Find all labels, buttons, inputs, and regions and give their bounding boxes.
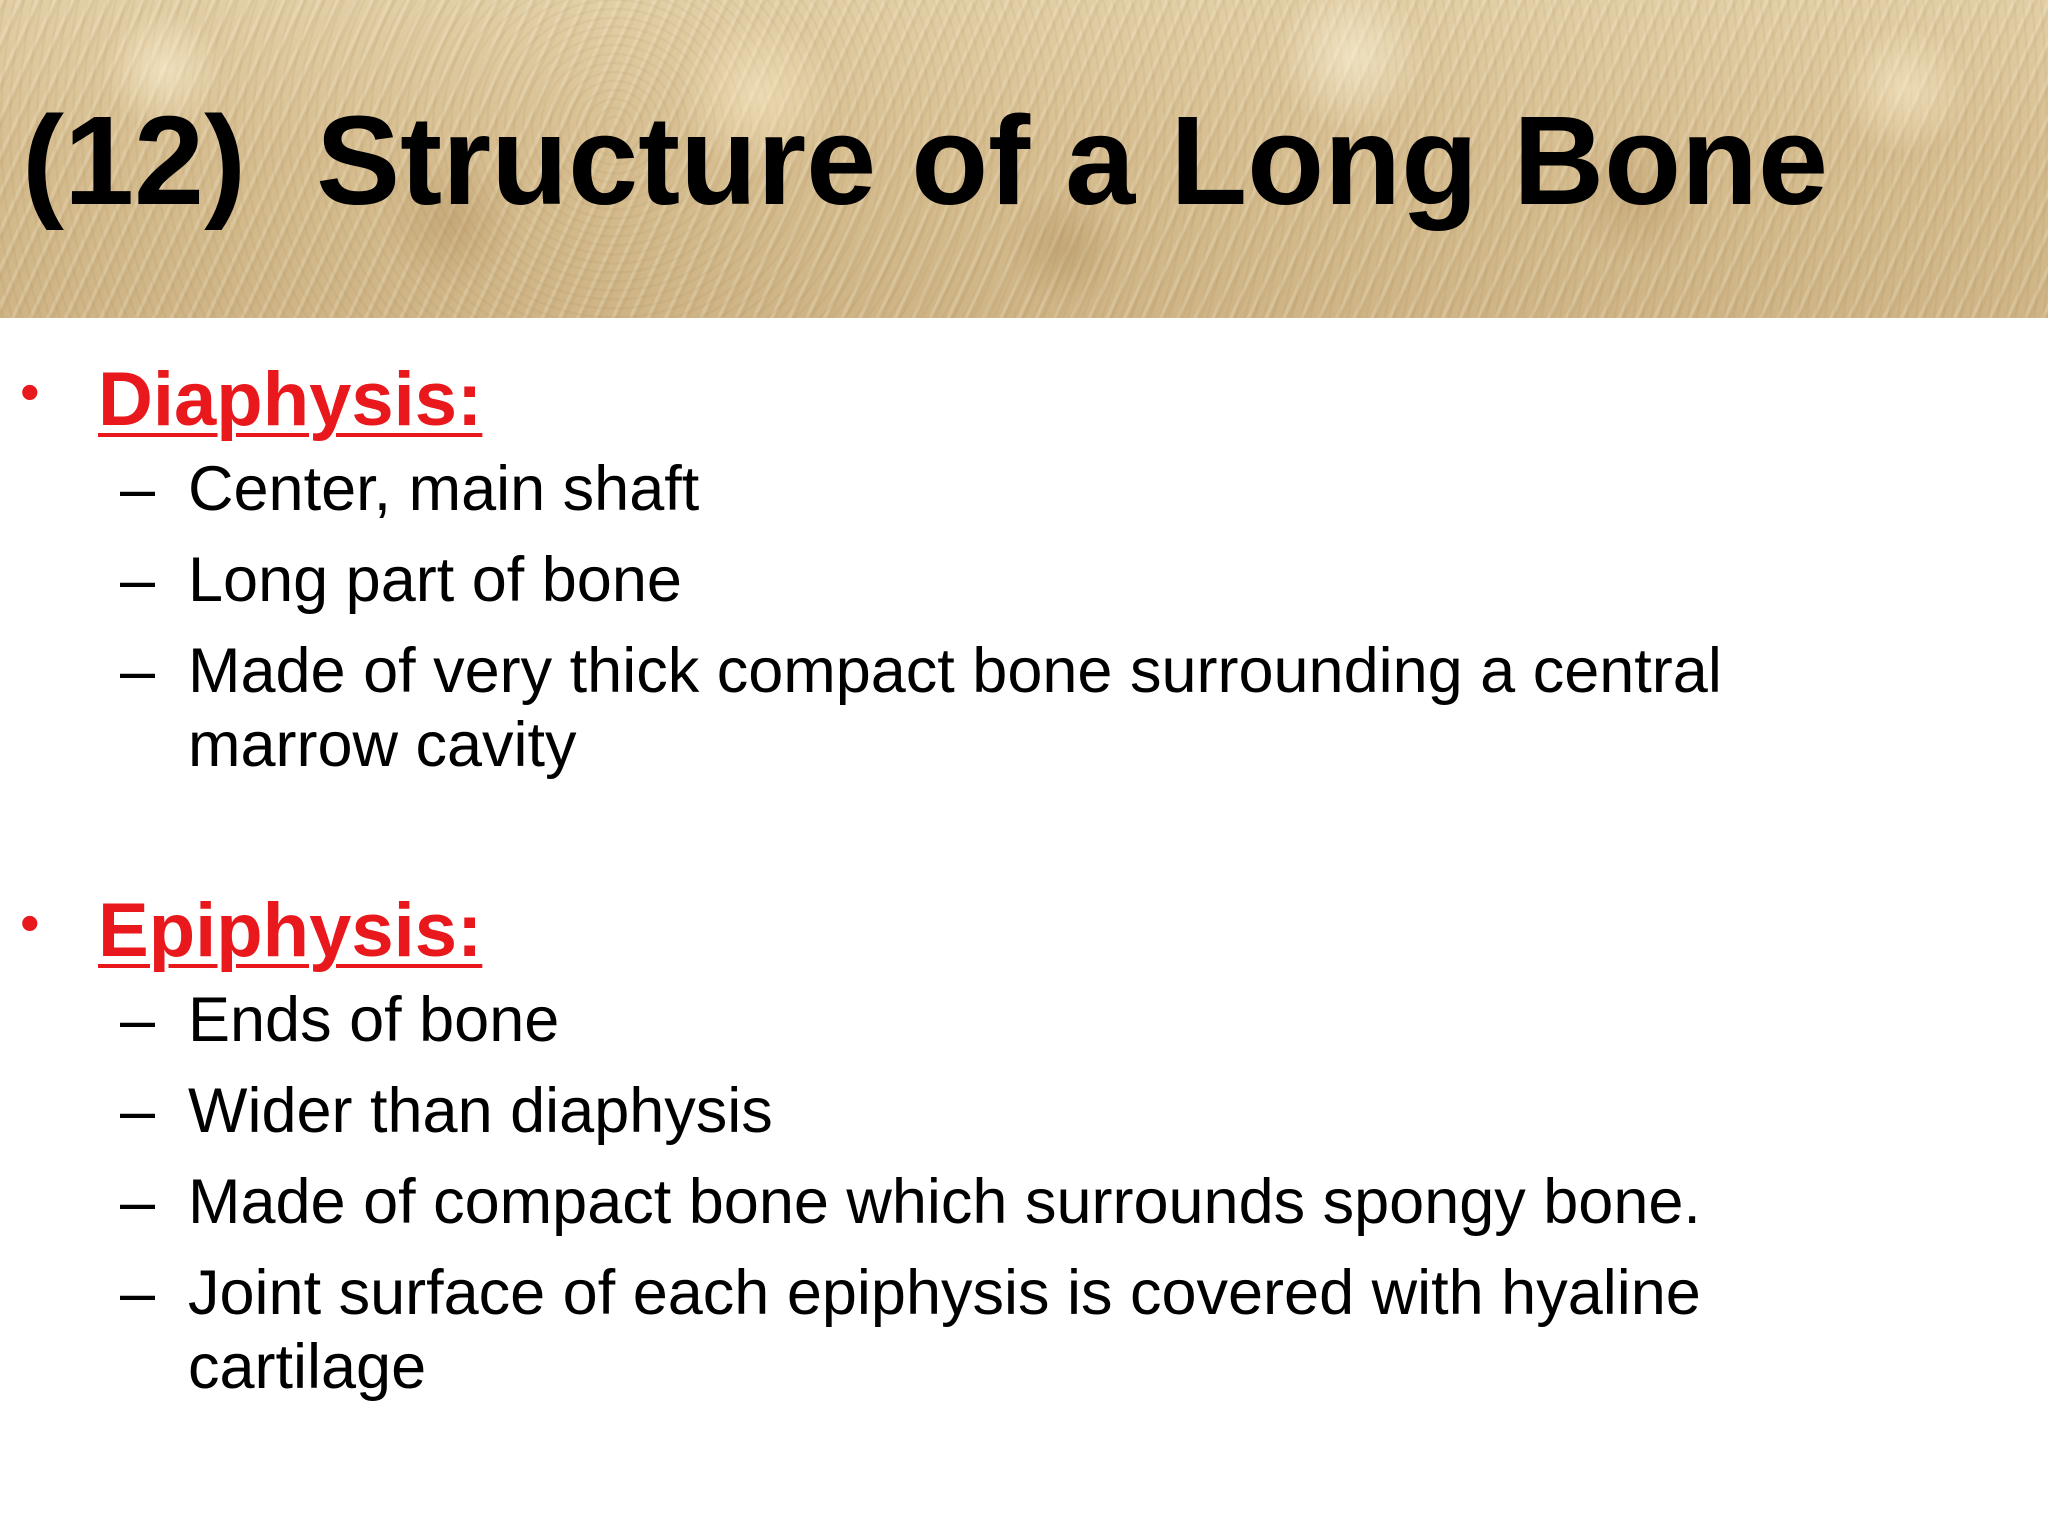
list-item — [0, 1074, 2048, 1148]
dash-marker: – — [120, 1167, 156, 1237]
dash-marker: – — [120, 1076, 156, 1146]
bullet-dot-icon: • — [20, 891, 40, 954]
list-item — [0, 543, 2048, 617]
bullet-row — [0, 888, 2048, 983]
dash-marker: – — [120, 1258, 156, 1328]
title-banner — [0, 0, 2048, 318]
dash-marker: – — [120, 454, 156, 524]
list-item-text: Wider than diaphysis — [188, 1076, 773, 1146]
list-item-text: Made of very thick compact bone surrounding a central marrow cavity — [188, 636, 1722, 780]
list-item-text: Center, main shaft — [188, 454, 700, 524]
list-item — [0, 1165, 2048, 1239]
list-item — [0, 634, 2048, 782]
list-item — [0, 1256, 2048, 1404]
dash-marker: – — [120, 985, 156, 1055]
dash-marker: – — [120, 545, 156, 615]
list-item-text: Long part of bone — [188, 545, 682, 615]
section-diaphysis — [0, 357, 2048, 782]
slide-title: (12) Structure of a Long Bone — [22, 90, 1829, 231]
bullet-row — [0, 357, 2048, 452]
section-heading: Epiphysis: — [98, 888, 483, 973]
list-item-text: Ends of bone — [188, 985, 560, 1055]
list-item-text: Made of compact bone which surrounds spongy bone. — [188, 1167, 1701, 1237]
sub-list — [0, 983, 2048, 1404]
list-item — [0, 452, 2048, 526]
slide-content — [0, 357, 2048, 1421]
dash-marker: – — [120, 636, 156, 706]
bullet-dot-icon: • — [20, 360, 40, 423]
section-heading: Diaphysis: — [98, 357, 483, 442]
section-gap — [0, 799, 2048, 891]
section-epiphysis — [0, 888, 2048, 1404]
sub-list — [0, 452, 2048, 782]
list-item-text: Joint surface of each epiphysis is covered with hyaline cartilage — [188, 1258, 1701, 1402]
list-item — [0, 983, 2048, 1057]
